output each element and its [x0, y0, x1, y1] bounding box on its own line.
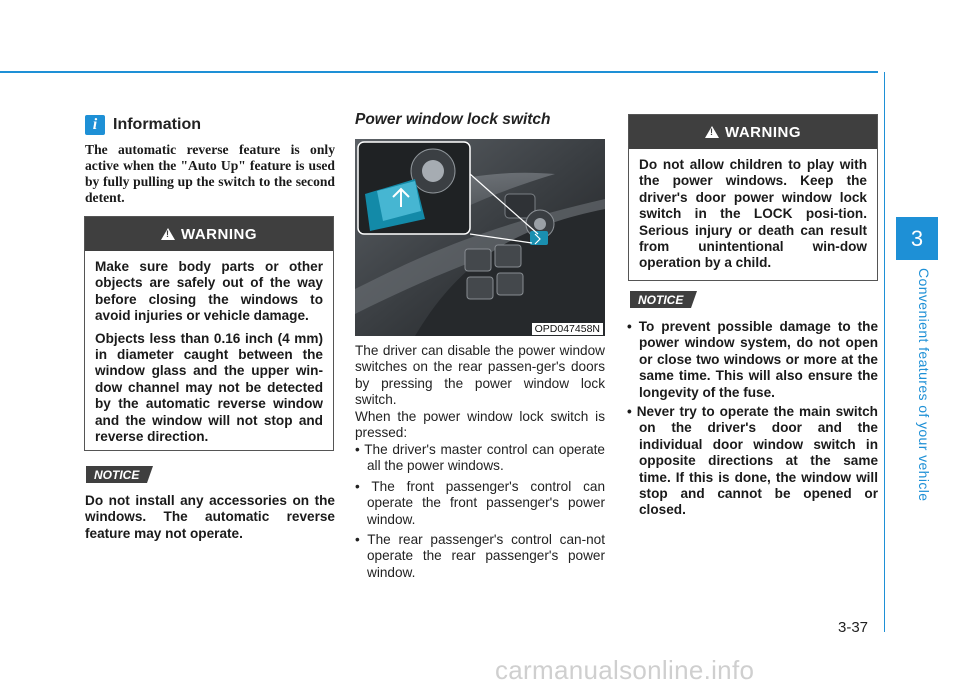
- warning-paragraph: Objects less than 0.16 inch (4 mm) in diameter caught between the window glass and the upper win-dow channel may not be detected by the automatic reverse window and the window will not stop and reverse direction.: [95, 330, 323, 445]
- side-rule: [884, 72, 885, 632]
- information-title: Information: [113, 116, 201, 133]
- list-item: • To prevent possible damage to the power window system, do not open or close two windows or more at the same time. This will also ensure the longevity of the fuse.: [624, 319, 878, 401]
- warning-label: WARNING: [725, 123, 801, 141]
- list-item: • Never try to operate the main switch on the driver's door and the individual door window switch in opposite directions at the same time. If this is done, the window will stop and cannot be opened or closed.: [624, 404, 878, 519]
- information-text: The automatic reverse feature is only active when the "Auto Up" feature is used by fully pulling up the switch to the second detent.: [85, 142, 335, 205]
- watermark: carmanualsonline.info: [495, 655, 755, 685]
- warning-triangle-icon: [161, 228, 175, 240]
- chapter-title: Convenient features of your vehicle: [916, 268, 932, 502]
- warning-header: [85, 217, 333, 251]
- warning-box-children: [628, 114, 878, 281]
- window-switch-illustration: [355, 139, 605, 336]
- list-item: • The front passenger's control can operate the front passenger's power window.: [355, 479, 605, 528]
- image-caption: OPD047458N: [532, 323, 603, 335]
- lock-effects-list: [355, 442, 605, 585]
- information-heading: [85, 115, 201, 135]
- window-switch-photo: [355, 139, 605, 336]
- warning-triangle-icon: [705, 126, 719, 138]
- warning-header: [629, 115, 877, 149]
- list-item: • The rear passenger's control can-not operate the rear passenger's power window.: [355, 532, 605, 581]
- top-rule: [0, 71, 878, 73]
- body-paragraph: When the power window lock switch is pressed:: [355, 409, 605, 441]
- notice-tag: NOTICE: [86, 466, 147, 483]
- list-item: • The driver's master control can operate all the power windows.: [355, 442, 605, 475]
- notice-tag: NOTICE: [630, 291, 691, 308]
- warning-body: [629, 149, 877, 282]
- warning-box-body-parts: [84, 216, 334, 451]
- info-icon: i: [85, 115, 105, 135]
- chapter-tab: 3: [896, 217, 938, 260]
- notice-text: Do not install any accessories on the windows. The automatic reverse feature may not operate.: [85, 493, 335, 541]
- section-title: Power window lock switch: [355, 111, 551, 128]
- warning-body: [85, 251, 333, 455]
- body-paragraph: The driver can disable the power window switches on the rear passen-ger's doors by pressing the power window lock switch.: [355, 343, 605, 408]
- warning-paragraph: Do not allow children to play with the power windows. Keep the driver's door power window lock switch in the LOCK posi-tion. Serious injury or death can result from unintentional win-dow operation by a child.: [639, 157, 867, 271]
- warning-label: WARNING: [181, 225, 257, 243]
- notice-list: [624, 319, 878, 522]
- page-number: 3-37: [838, 619, 869, 636]
- warning-paragraph: Make sure body parts or other objects are safely out of the way before closing the windows to avoid injuries or vehicle damage.: [95, 259, 323, 324]
